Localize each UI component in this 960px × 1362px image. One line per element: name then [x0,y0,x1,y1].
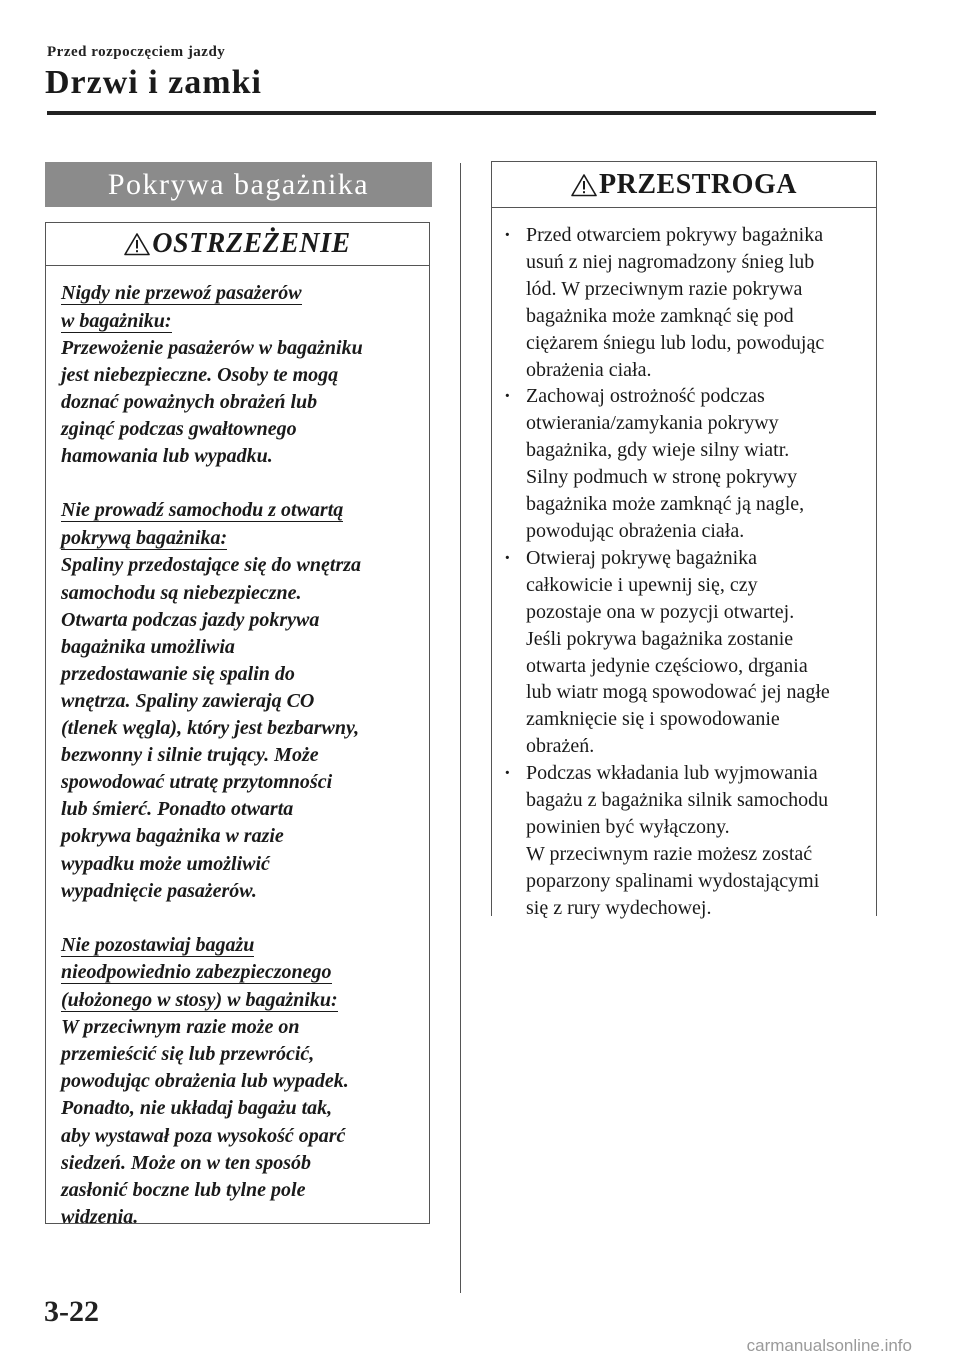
caution-bullet: · Otwieraj pokrywę bagażnika całkowicie i upewnij się, czy pozostaje ona w pozycji otwartej. Jeśli pokrywa bagażnika zostanie otwarta jedynie częściowo, drgania lub wiatr mogą spowodować jej nagłe zamknięcie się i spowodowanie obrażeń. [492,545,870,760]
warning-header [46,223,429,266]
running-header-section: Przed rozpoczęciem jazdy [47,44,226,60]
caution-body [492,208,876,922]
warning-subheading: Nigdy nie przewoź pasażerów w bagażniku: [61,282,302,332]
watermark: carmanualsonline.info [746,1336,912,1355]
section-banner: Pokrywa bagażnika [45,162,432,207]
caution-bullet: · Zachowaj ostrożność podczas otwierania/zamykania pokrywy bagażnika, gdy wieje silny wiatr. Silny podmuch w stronę pokrywy bagażnika może zamknąć ją nagle, powodując obrażenia ciała. [492,383,870,544]
header-rule [47,111,876,115]
warning-triangle-icon [571,173,597,197]
caution-bullet: · Podczas wkładania lub wyjmowania bagażu z bagażnika silnik samochodu powinien być wyłączony. W przeciwnym razie możesz zostać poparzony spalinami wydostającymi się z rury wydechowej. [492,760,870,921]
caution-bullet: · Przed otwarciem pokrywy bagażnika usuń z niej nagromadzony śnieg lub lód. W przeciwnym razie pokrywa bagażnika może zamknąć się pod ciężarem śniegu lub lodu, powodując obrażenia ciała. [492,222,870,383]
warning-subheading: Nie pozostawiaj bagażu nieodpowiednio zabezpieczonego (ułożonego w stosy) w bagażniku: [61,933,338,1011]
warning-item [61,280,419,470]
warning-text: W przeciwnym razie może on przemieścić się lub przewrócić, powodując obrażenia lub wypadek. Ponadto, nie układaj bagażu tak, aby wystawał poza wysokość oparć siedzeń. Może on w ten sposób zasłonić boczne lub tylne pole widzenia. [61,1016,349,1228]
warning-triangle-icon [124,232,150,256]
page-title: Drzwi i zamki [45,64,262,101]
warning-item [61,497,419,904]
warning-body [46,266,429,1231]
caution-box [491,161,877,919]
caution-header [492,162,876,208]
warning-label: OSTRZEŻENIE [152,228,351,259]
warning-subheading: Nie prowadź samochodu z otwartą pokrywą bagażnika: [61,499,344,549]
warning-text: Przewożenie pasażerów w bagażniku jest niebezpieczne. Osoby te mogą doznać poważnych obrażeń lub zginąć podczas gwałtownego hamowania lub wypadku. [61,337,363,468]
warning-text: Spaliny przedostające się do wnętrza samochodu są niebezpieczne. Otwarta podczas jazdy pokrywa bagażnika umożliwia przedostawanie się spalin do wnętrza. Spaliny zawierają CO (tlenek węgla), który jest bezbarwny, bezwonny i silnie trujący. Może spowodować utratę przytomności lub śmierć. Ponadto otwarta pokrywa bagażnika w razie wypadku może umożliwić wypadnięcie pasażerów. [61,554,362,902]
page-number: 3-22 [44,1295,99,1328]
column-divider [460,163,461,1293]
caution-label: PRZESTROGA [599,168,797,200]
warning-item [61,932,419,1231]
warning-box [45,222,430,1228]
